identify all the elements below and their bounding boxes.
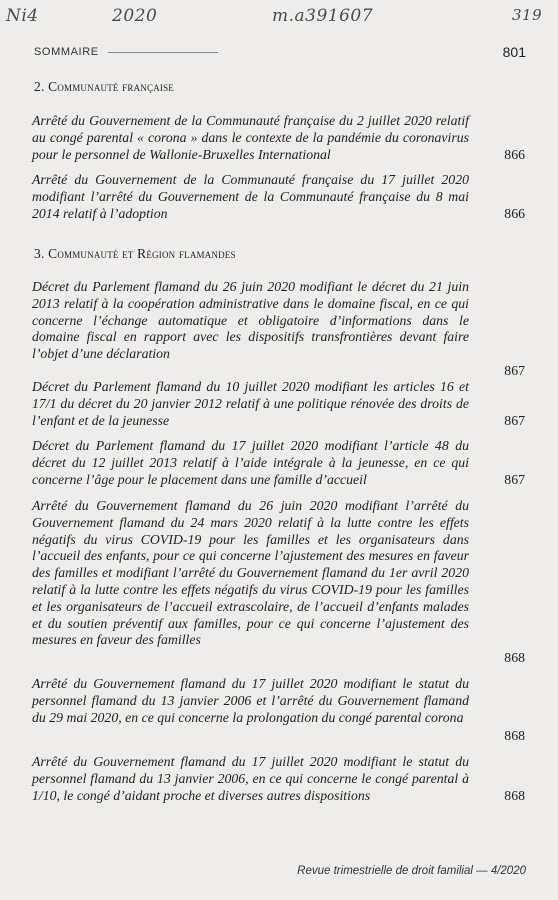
section-number: 3. xyxy=(34,246,45,261)
toc-entry-page: 868 xyxy=(504,728,525,743)
section-title: Communauté et Région flamandes xyxy=(48,246,236,261)
section-heading xyxy=(34,246,236,262)
handwritten-note: Ni4 xyxy=(6,6,39,26)
page-header xyxy=(34,44,526,64)
toc-entry-text: Arrêté du Gouvernement flamand du 17 juillet 2020 modifiant le statut du personnel flamand du 13 janvier 2006, en ce qui concerne le congé parental à 1/10, le congé d’aidant proche et diverses autres dispositions xyxy=(32,754,469,803)
toc-entry-page: 866 xyxy=(504,147,525,162)
handwritten-note: m.a391607 xyxy=(272,6,374,26)
toc-entry-text: Décret du Parlement flamand du 17 juillet 2020 modifiant l’article 48 du décret du 12 juillet 2013 relatif à l’aide intégrale à la jeunesse, en ce qui concerne l’âge pour le placement dans une famille d’accueil xyxy=(32,438,469,487)
toc-entry-page: 867 xyxy=(504,363,525,378)
toc-entry-page: 868 xyxy=(504,788,525,803)
toc-entry-page: 867 xyxy=(504,472,525,487)
toc-entry-text: Arrêté du Gouvernement de la Communauté française du 17 juillet 2020 modifiant l’arrêté du Gouvernement de la Communauté française du 8 mai 2014 relatif à l’adoption xyxy=(32,172,469,221)
header-divider xyxy=(108,52,218,53)
toc-entry-page: 867 xyxy=(504,413,525,428)
section-heading xyxy=(34,79,174,95)
handwritten-note: 319 xyxy=(512,6,543,24)
toc-entry-text: Arrêté du Gouvernement flamand du 17 juillet 2020 modifiant le statut du personnel flamand du 13 janvier 2006 et l’arrêté du Gouvernement flamand du 29 mai 2020, en ce qui concerne la prolongation du congé parental corona xyxy=(32,676,469,725)
handwritten-note: 2020 xyxy=(112,6,158,26)
toc-entry-text: Décret du Parlement flamand du 26 juin 2020 modifiant le décret du 21 juin 2013 relatif à la coopération administrative dans le domaine fiscal, en ce qui concerne l’échange automatique et obligatoire d’informations dans le domaine fiscal en rapport avec les dispositifs transfrontières devant faire l’objet d’une déclaration xyxy=(32,279,469,362)
toc-entry-text: Arrêté du Gouvernement de la Communauté française du 2 juillet 2020 relatif au congé parental « corona » dans le contexte de la pandémie du coronavirus pour le personnel de Wallonie-Bruxelles International xyxy=(32,113,469,162)
toc-entry-text: Arrêté du Gouvernement flamand du 26 juin 2020 modifiant l’arrêté du Gouvernement flamand du 24 mars 2020 relatif à la lutte contre les effets négatifs du virus COVID-19 pour les familles et les organisateurs dans l’accueil des enfants, pour ce qui concerne l’ajustement des mesures en faveur des familles et modifiant l’arrêté du Gouvernement flamand du 1er avril 2020 relatif à la lutte contre les effets négatifs du virus COVID-19 pour les familles et les organisateurs de l’accueil extrascolaire, de l’accueil d’enfants malades et du soutien préventif aux familles, pour ce qui concerne l’ajustement des mesures en faveur des familles xyxy=(32,498,469,648)
page-number: 801 xyxy=(502,44,526,60)
section-number: 2. xyxy=(34,79,45,94)
running-head: SOMMAIRE xyxy=(34,46,99,58)
toc-entry-page: 868 xyxy=(504,650,525,665)
section-title: Communauté française xyxy=(48,79,174,94)
toc-entry-text: Décret du Parlement flamand du 10 juillet 2020 modifiant les articles 16 et 17/1 du décret du 20 janvier 2012 relatif à une politique rénovée des droits de l’enfant et de la jeunesse xyxy=(32,379,469,428)
toc-entry-page: 866 xyxy=(504,206,525,221)
page-footer: Revue trimestrielle de droit familial — 4/2020 xyxy=(297,865,526,877)
